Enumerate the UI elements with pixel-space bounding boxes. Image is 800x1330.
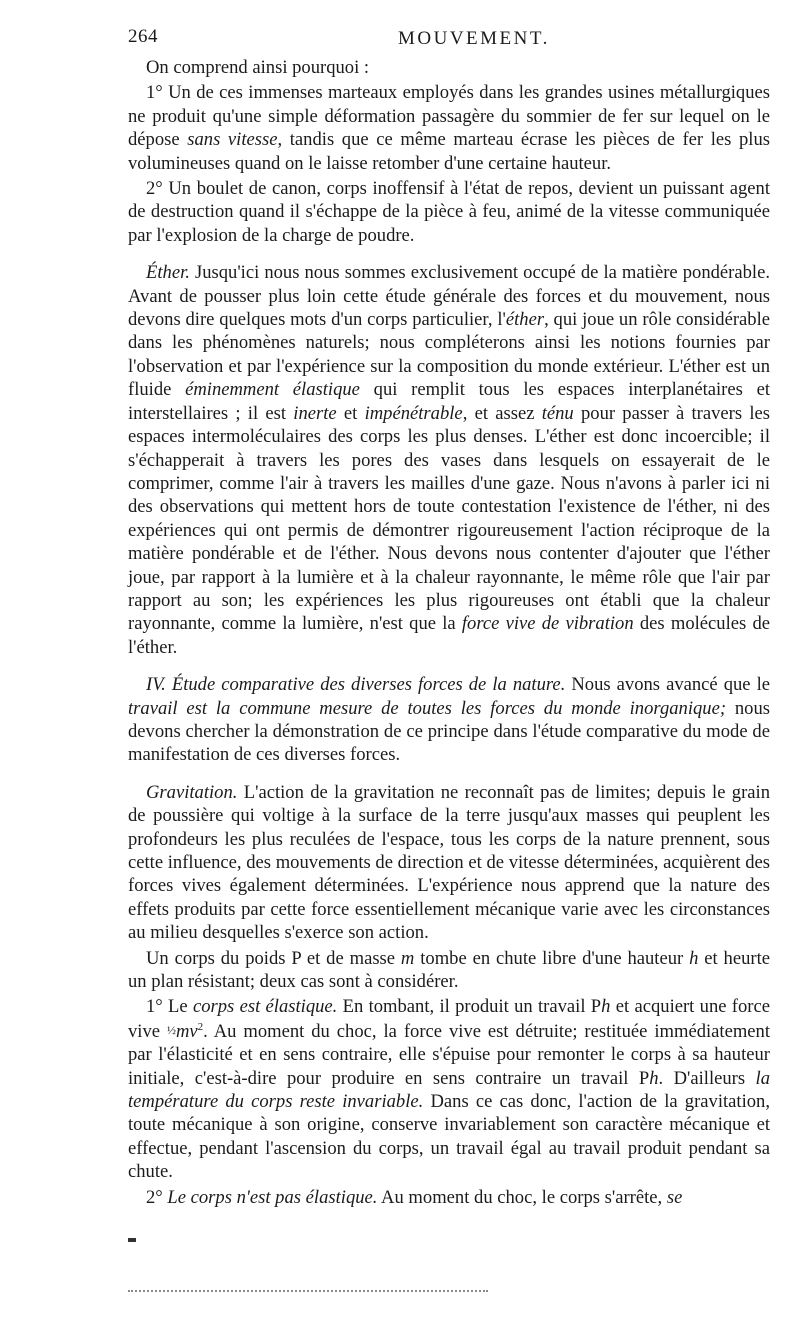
running-title: MOUVEMENT. — [398, 28, 550, 49]
section-heading-iv: IV. Étude comparative des diverses forces de la nature. — [146, 674, 566, 696]
paragraph-section-iv: IV. Étude comparative des diverses forces de la nature. Nous avons avancé que le travail est la commune mesure de toutes les forces du monde inorganique; nous devons chercher la démonstration de ce principe dans l'étude comparative du mode de manifestation de ces diverses forces. — [128, 674, 771, 766]
fraction-one-half: ½ — [166, 1022, 176, 1037]
paragraph-hammer: 1° Un de ces immenses marteaux employés dans les grandes usines métallurgiques ne produit qu'une simple déformation passagère du sommier de fer sur lequel on le dépose sans vitesse, tandis que ce même marteau écrase les pièces de fer les plus volumineuses quand on le laisse retomber d'une certaine hauteur. — [128, 82, 771, 174]
book-page — [128, 22, 770, 1312]
print-mark — [128, 1238, 136, 1242]
page-body — [128, 56, 770, 1209]
section-label-ether: Éther. — [146, 262, 190, 284]
paragraph-falling-body: Un corps du poids P et de masse m tombe en chute libre d'une hauteur h et heurte un plan résistant; deux cas sont à considérer. — [128, 947, 770, 993]
intro-line: On comprend ainsi pourquoi : — [146, 57, 370, 78]
paragraph-cannonball: 2° Un boulet de canon, corps inoffensif à l'état de repos, devient un puissant agent de destruction quand il s'échappe de la pièce à feu, animé de la vitesse communiquée par l'explosion de la charge de poudre. — [128, 178, 770, 246]
page-number: 264 — [128, 26, 158, 47]
paragraph-elastic-case: 1° Le corps est élastique. En tombant, il produit un travail Ph et acquiert une force vive $\frac{1}{2}mv^2$. Au moment du choc, la force vive est détruite; restituée immédiatement par l'élasticité et en sens contraire, elle s'épuise pour remonter le corps à sa hauteur initiale, c'est-à-dire pour produire en sens contraire un travail Ph. D'ailleurs la température du corps reste invariable. Dans ce cas donc, l'action de la gravitation, toute mécanique à son origine, conserve invariablement son caractère mécanique et effectue, pendant l'ascension du corps, un travail égal au travail produit pendant sa chute. — [128, 996, 771, 1183]
paragraph-ether: Éther. Jusqu'ici nous nous sommes exclusivement occupé de la matière pondérable. Avant de pousser plus loin cette étude générale des forces et du mouvement, nous devons dire quelques mots d'un corps particulier, l'éther, qui joue un rôle considérable dans les phénomènes naturels; nous compléterons ainsi les notions fournies par l'observation et par l'expérience sur la composition du monde extérieur. L'éther est un fluide éminemment élastique qui remplit tous les espaces interplanétaires et interstellaires ; il est inerte et impénétrable, et assez ténu pour passer à travers les espaces intermoléculaires des corps les plus denses. L'éther est donc incoercible; il s'échapperait à travers les pores des vases dans lesquels on essayerait de le comprimer, comme l'air à travers les mailles d'une gaze. Nous n'avons à parler ici ni des observations qui mettent hors de toute contestation l'existence de l'éther, ni des expériences qui ont permis de démontrer rigoureusement l'action réciproque de la matière pondérable et de l'éther. Nous devons nous contenter d'ajouter que l'éther joue, par rapport à la lumière et à la chaleur rayonnante, le même rôle que l'air par rapport au son; les expériences les plus rigoureuses ont établi que la chaleur rayonnante, comme la lumière, n'est que la force vive de vibration des molécules de l'éther. — [128, 262, 771, 658]
paragraph-gravitation: Gravitation. L'action de la gravitation ne reconnaît pas de limites; depuis le grain de poussière qui voltige à la surface de la terre jusqu'aux masses qui peuplent les profondeurs les plus reculées de l'espace, tous les corps de la nature prennent, sous cette influence, des mouvements de direction et de vitesse déterminées, acquièrent des forces vives également déterminées. L'expérience nous apprend que la nature des effets produits par cette force essentiellement mécanique varie avec les circonstances au milieu desquelles s'exerce son action. — [128, 781, 770, 944]
footer-rule — [128, 1290, 488, 1292]
section-label-gravitation: Gravitation. — [146, 781, 238, 803]
page-header — [128, 22, 770, 56]
paragraph-inelastic-case: 2° Le corps n'est pas élastique. Au moment du choc, le corps s'arrête, se — [146, 1186, 683, 1208]
